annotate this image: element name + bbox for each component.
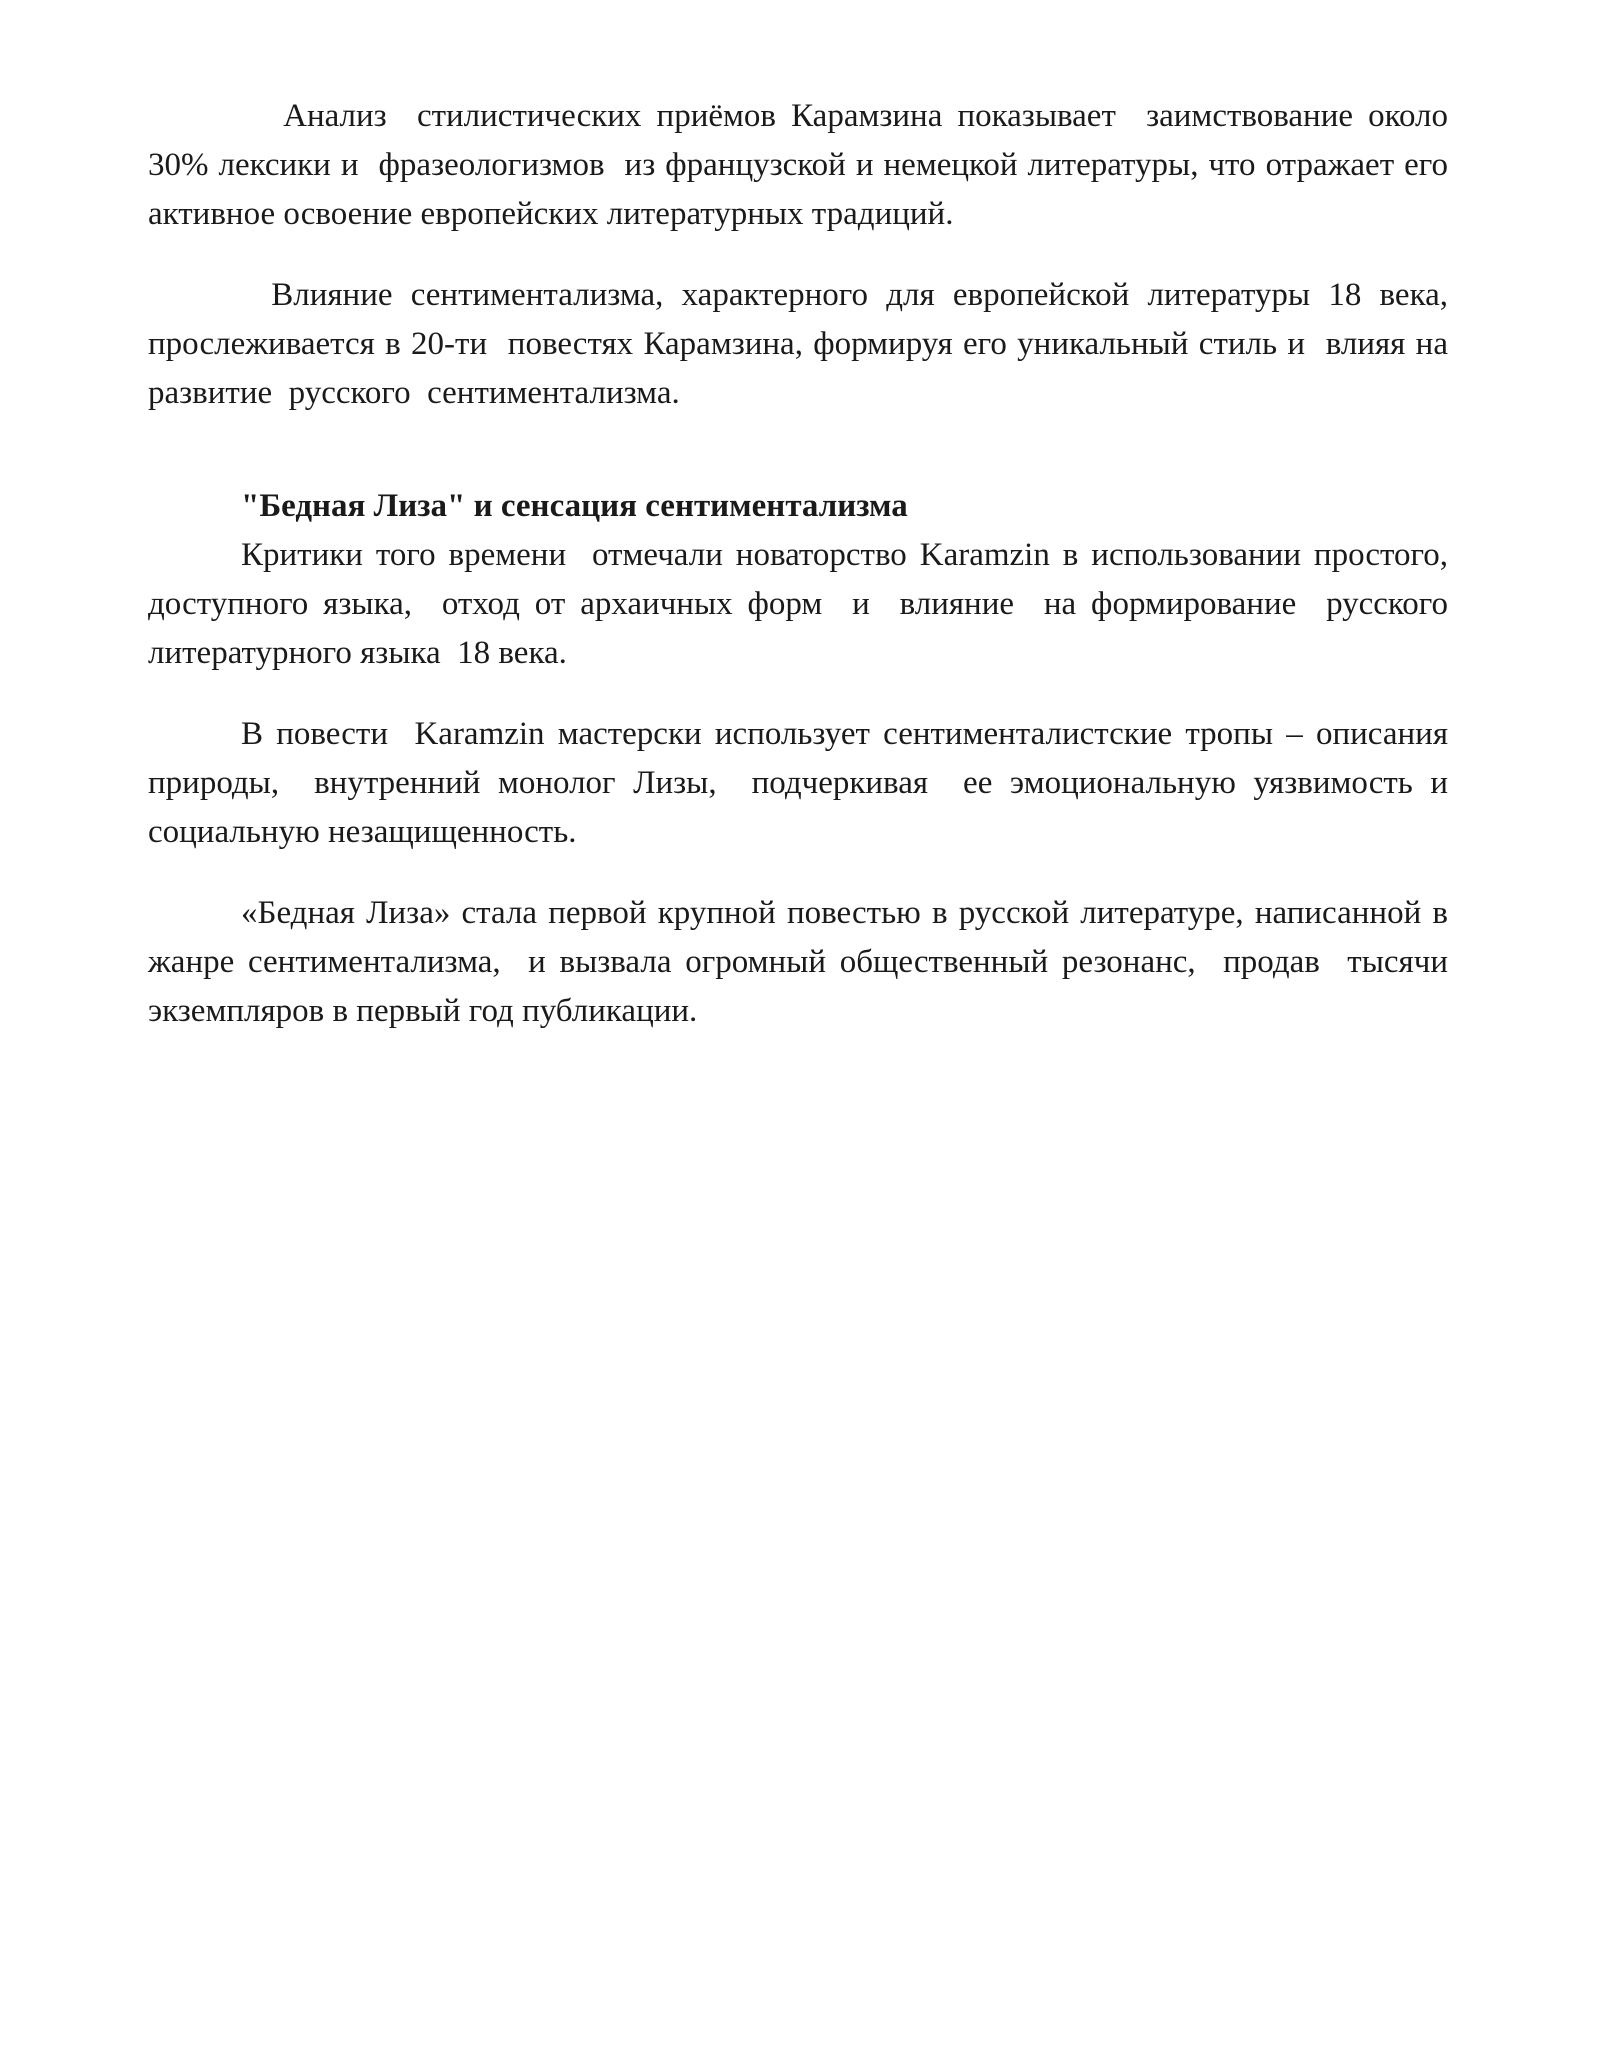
paragraph-critics: Критики того времени отмечали новаторство Karamzin в использовании простого, доступного языка, отход от архаичных форм и влияние на формирование русского литературного языка 18 века. [148, 537, 1465, 671]
paragraph-sentimentalism-influence: Влияние сентиментализма, характерного для европейской литературы 18 века, прослеживается в 20-ти повестях Карамзина, формируя его уникальный стиль и влияя на развитие русского сентиментализма. [148, 277, 1457, 411]
paragraph-tropes: В повести Karamzin мастерски использует сентименталистские тропы – описания природы, внутренний монолог Лизы, подчеркивая ее эмоциональную уязвимость и социальную незащищенность. [148, 716, 1465, 850]
paragraph-karamzin-stylistics: Анализ стилистических приёмов Карамзина показывает заимствование около 30% лексики и фразеологизмов из французской и немецкой литературы, что отражает его активное освоение европейских литературных традиций. [148, 98, 1465, 232]
paragraph-public-resonance: «Бедная Лиза» стала первой крупной повестью в русской литературе, написанной в жанре сентиментализма, и вызвала огромный общественный резонанс, продав тысячи экземпляров в первый год публикации. [148, 895, 1457, 1029]
document-body [148, 92, 1465, 1068]
section-heading: "Бедная Лиза" и сенсация сентиментализма [241, 488, 908, 524]
